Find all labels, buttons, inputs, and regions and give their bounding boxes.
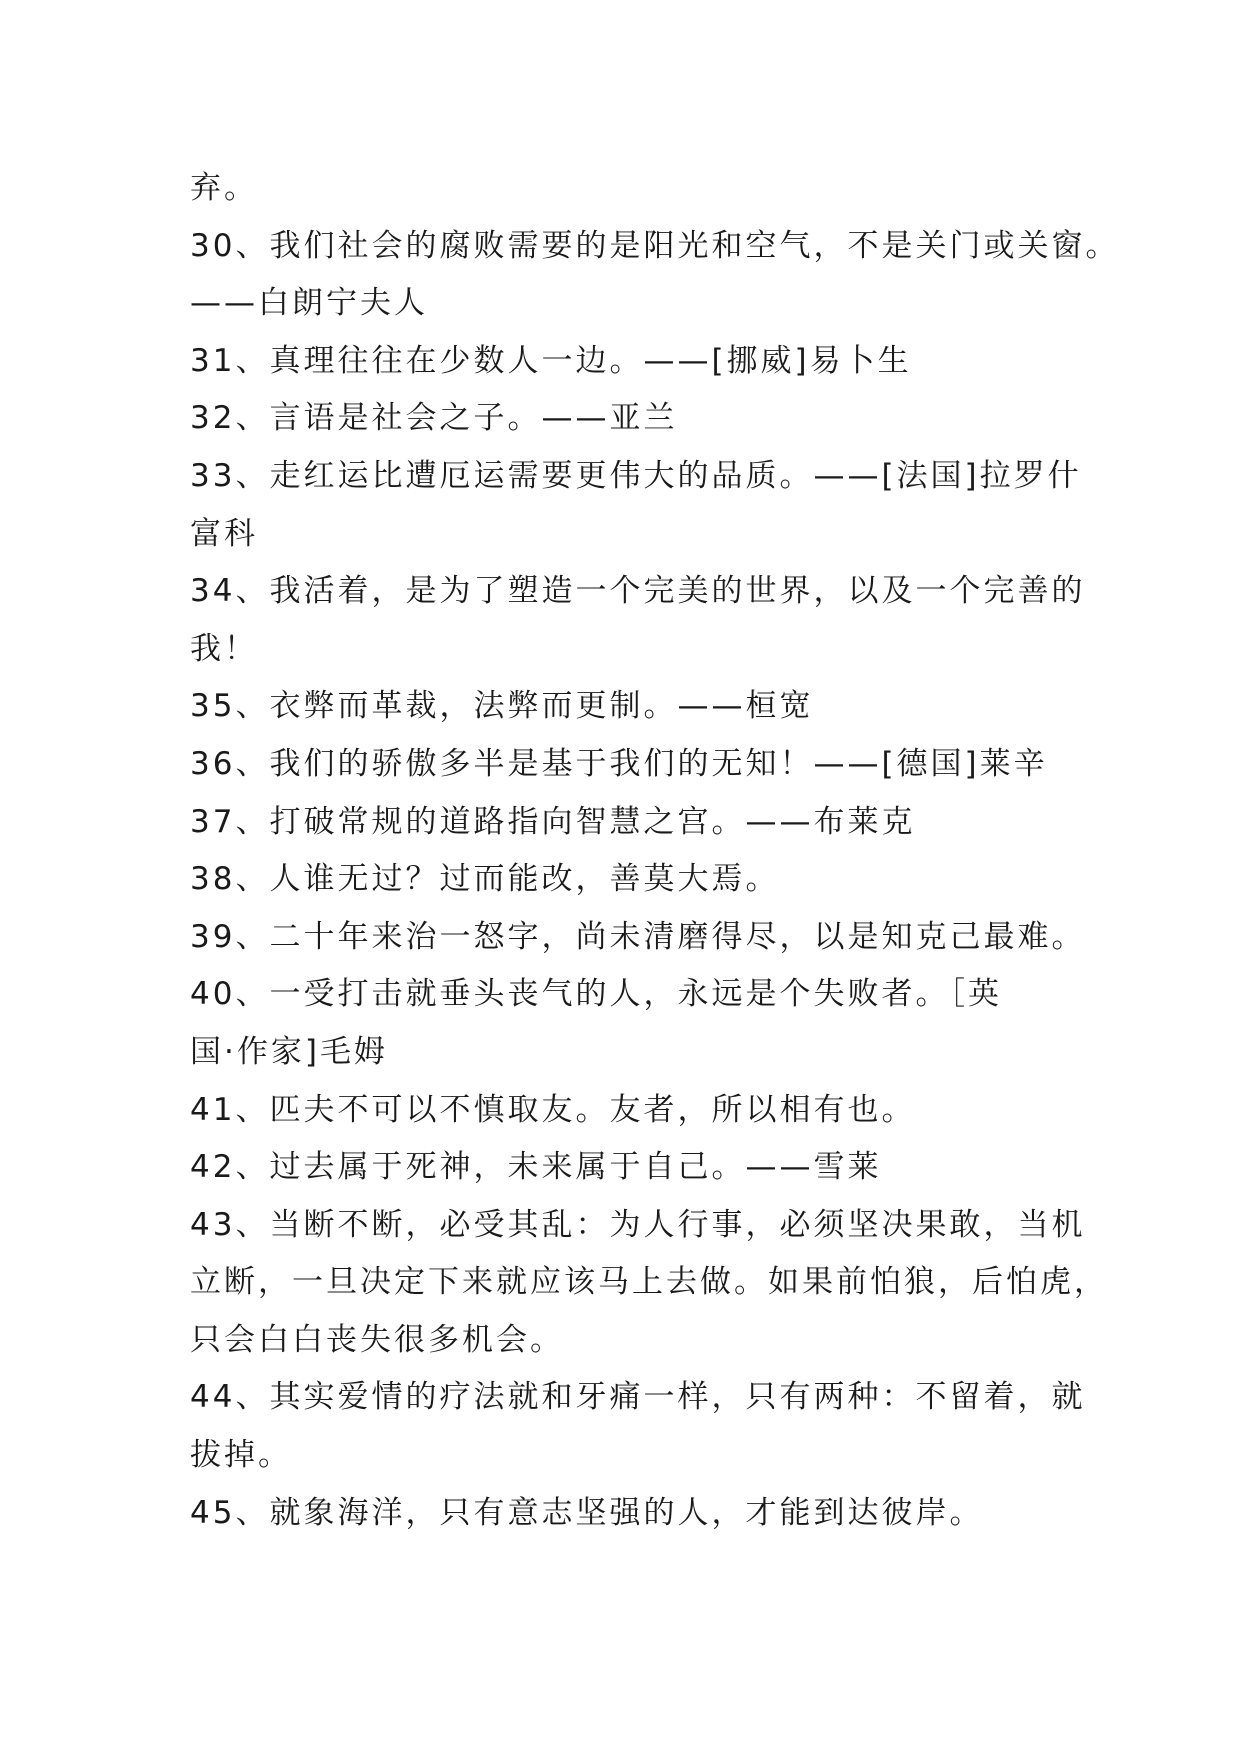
text-line: 立断，一旦决定下来就应该马上去做。如果前怕狼，后怕虎，: [190, 1264, 1108, 1301]
text-line: 38、人谁无过？过而能改，善莫大焉。: [190, 861, 780, 898]
text-line: ——白朗宁夫人: [190, 285, 428, 322]
text-line: 45、就象海洋，只有意志坚强的人，才能到达彼岸。: [190, 1494, 984, 1531]
text-line: 42、过去属于死神，未来属于自己。——雪莱: [190, 1149, 882, 1186]
text-line: 弃。: [190, 170, 258, 206]
text-line: 44、其实爱情的疗法就和牙痛一样，只有两种：不留着，就: [190, 1379, 1086, 1416]
text-line: 34、我活着，是为了塑造一个完美的世界，以及一个完善的: [190, 573, 1086, 610]
text-line: 40、一受打击就垂头丧气的人，永远是个失败者。［英: [190, 976, 1002, 1013]
text-line: 只会白白丧失很多机会。: [190, 1321, 564, 1358]
text-line: 拔掉。: [190, 1437, 292, 1474]
text-line: 30、我们社会的腐败需要的是阳光和空气，不是关门或关窗。: [190, 227, 1120, 264]
text-line: 31、真理往往在少数人一边。——[挪威]易卜生: [190, 342, 912, 379]
text-line: 41、匹夫不可以不慎取友。友者，所以相有也。: [190, 1091, 916, 1128]
text-line: 37、打破常规的道路指向智慧之宫。——布莱克: [190, 803, 916, 840]
document-body: [190, 160, 1120, 1542]
text-line: 43、当断不断，必受其乱：为人行事，必须坚决果敢，当机: [190, 1206, 1086, 1243]
text-line: 39、二十年来治一怒字，尚未清磨得尽，以是知克己最难。: [190, 918, 1086, 955]
text-line: 富科: [190, 515, 258, 552]
text-line: 32、言语是社会之子。——亚兰: [190, 400, 678, 437]
text-line: 33、走红运比遭厄运需要更伟大的品质。——[法国]拉罗什: [190, 457, 1082, 494]
text-line: 我！: [190, 630, 258, 667]
text-line: 国·作家]毛姆: [190, 1033, 388, 1070]
text-line: 36、我们的骄傲多半是基于我们的无知！——[德国]莱辛: [190, 745, 1048, 782]
text-line: 35、衣弊而革裁，法弊而更制。——桓宽: [190, 688, 814, 725]
